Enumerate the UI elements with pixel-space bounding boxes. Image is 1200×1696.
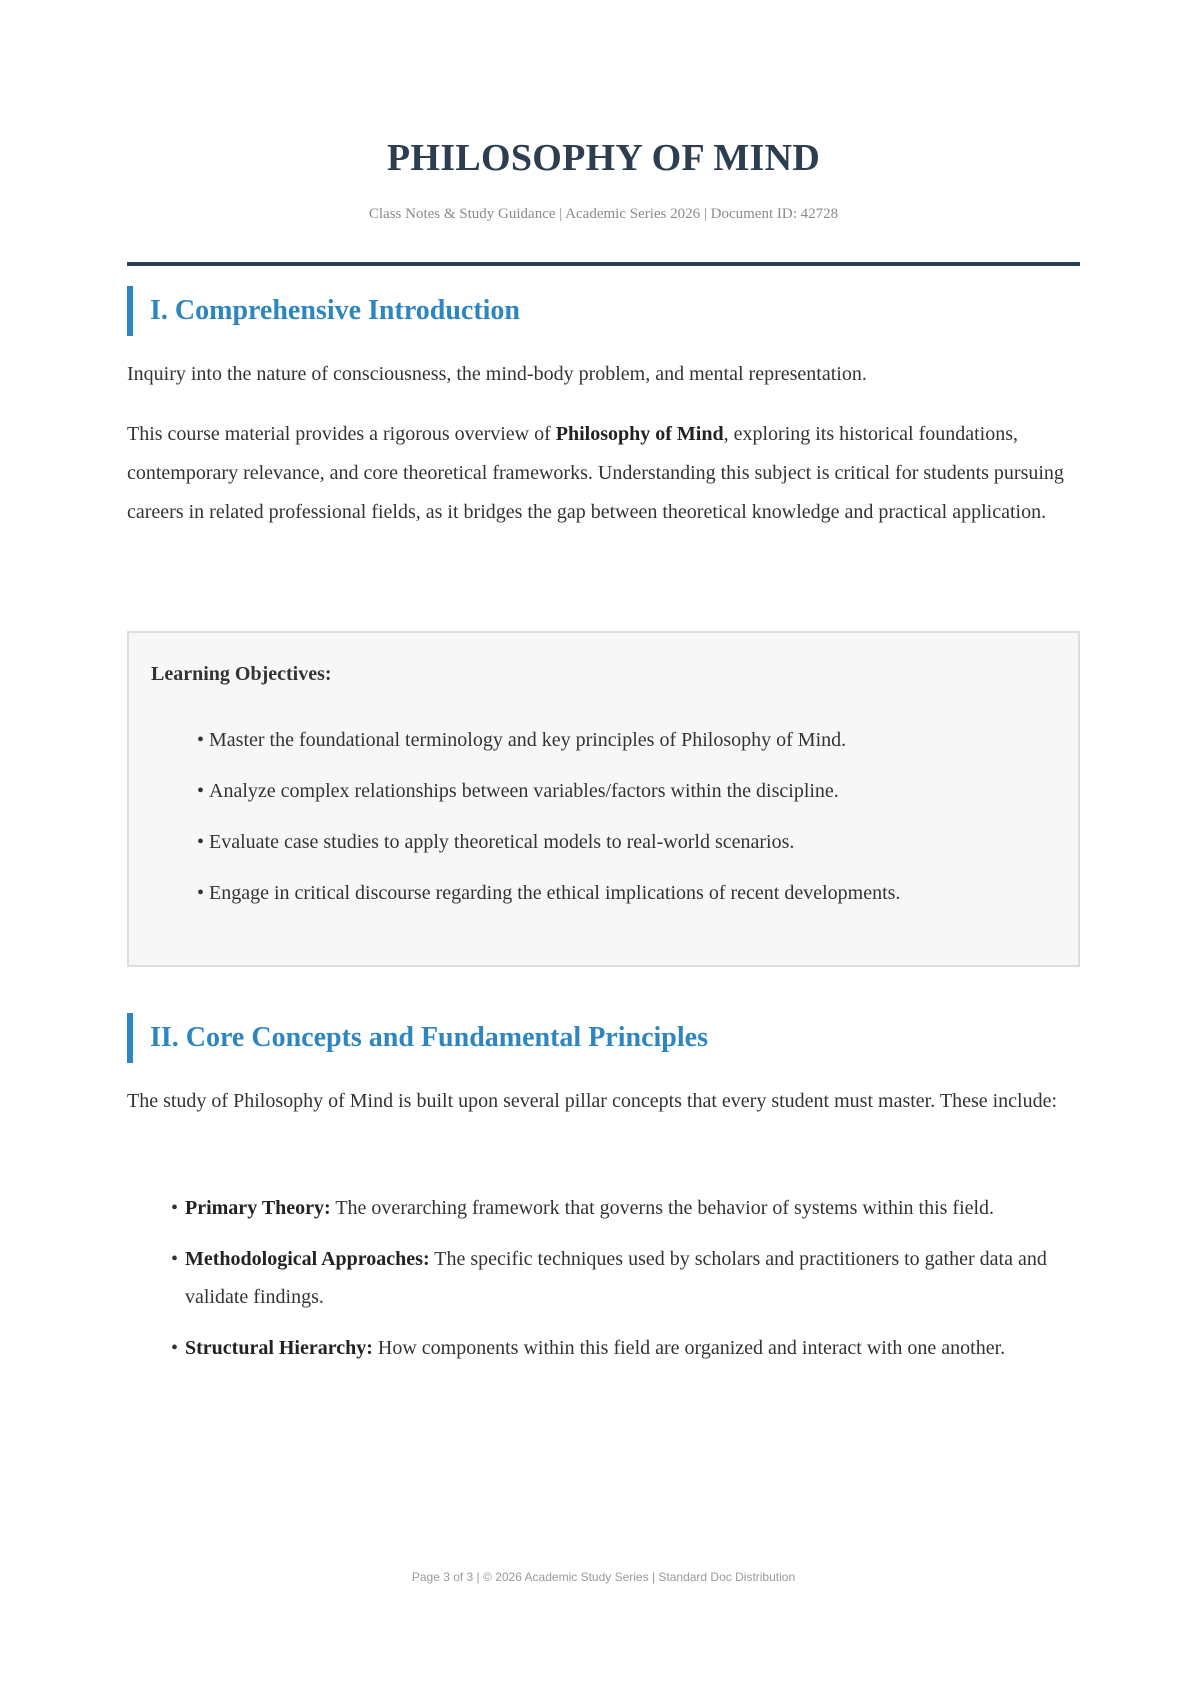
objective-text: Master the foundational terminology and key principles of Philosophy of Mind. xyxy=(209,729,847,751)
overview-text-start: This course material provides a rigorous overview of xyxy=(127,423,556,445)
page-title: PHILOSOPHY OF MIND xyxy=(386,137,821,179)
bullet-icon: • xyxy=(171,1337,179,1359)
learning-objectives-title: Learning Objectives: xyxy=(151,663,332,685)
bullet-icon: • xyxy=(197,831,205,853)
learning-objectives-list xyxy=(197,723,900,927)
page-footer: Page 3 of 3 | © 2026 Academic Study Series | Standard Doc Distribution xyxy=(411,1570,796,1584)
list-item xyxy=(197,774,900,825)
concept-term: Methodological Approaches: xyxy=(185,1248,430,1270)
core-concepts-intro: The study of Philosophy of Mind is built upon several pillar concepts that every student must master. These include: xyxy=(127,1090,1058,1112)
objective-text: Engage in critical discourse regarding the ethical implications of recent developments. xyxy=(209,882,901,904)
intro-paragraph: Inquiry into the nature of consciousness, the mind-body problem, and mental representation. xyxy=(127,363,867,385)
concept-description: How components within this field are organized and interact with one another. xyxy=(372,1337,1006,1359)
concept-term: Structural Hierarchy: xyxy=(185,1337,373,1359)
list-item xyxy=(197,723,900,774)
list-item xyxy=(197,876,900,927)
list-item xyxy=(171,1189,1080,1227)
learning-objectives-box xyxy=(127,631,1080,967)
title-divider xyxy=(127,262,1080,266)
list-item xyxy=(171,1240,1080,1316)
page-subtitle: Class Notes & Study Guidance | Academic Series 2026 | Document ID: 42728 xyxy=(368,206,839,222)
overview-subject-bold: Philosophy of Mind xyxy=(555,423,724,445)
objective-text: Evaluate case studies to apply theoretical models to real-world scenarios. xyxy=(209,831,795,853)
objective-text: Analyze complex relationships between variables/factors within the discipline. xyxy=(209,780,839,802)
bullet-icon: • xyxy=(197,780,205,802)
core-concepts-list xyxy=(171,1189,1080,1380)
list-item xyxy=(171,1329,1080,1367)
section-heading-introduction: I. Comprehensive Introduction xyxy=(127,286,520,336)
concept-description: The specific techniques used by scholars and practitioners to gather data and validate findings. xyxy=(185,1248,1047,1308)
bullet-icon: • xyxy=(171,1197,179,1219)
list-item xyxy=(197,825,900,876)
bullet-icon: • xyxy=(197,729,205,751)
overview-text-end: , exploring its historical foundations, contemporary relevance, and core theoretical frameworks. Understanding this subject is critical for students pursuing careers in related professional fields, as it bridges the gap between theoretical knowledge and practical application. xyxy=(127,423,1064,523)
bullet-icon: • xyxy=(197,882,205,904)
section-heading-core-concepts: II. Core Concepts and Fundamental Principles xyxy=(127,1013,708,1063)
concept-description: The overarching framework that governs the behavior of systems within this field. xyxy=(330,1197,995,1219)
overview-paragraph xyxy=(127,415,1080,532)
bullet-icon: • xyxy=(171,1248,179,1270)
concept-term: Primary Theory: xyxy=(185,1197,331,1219)
